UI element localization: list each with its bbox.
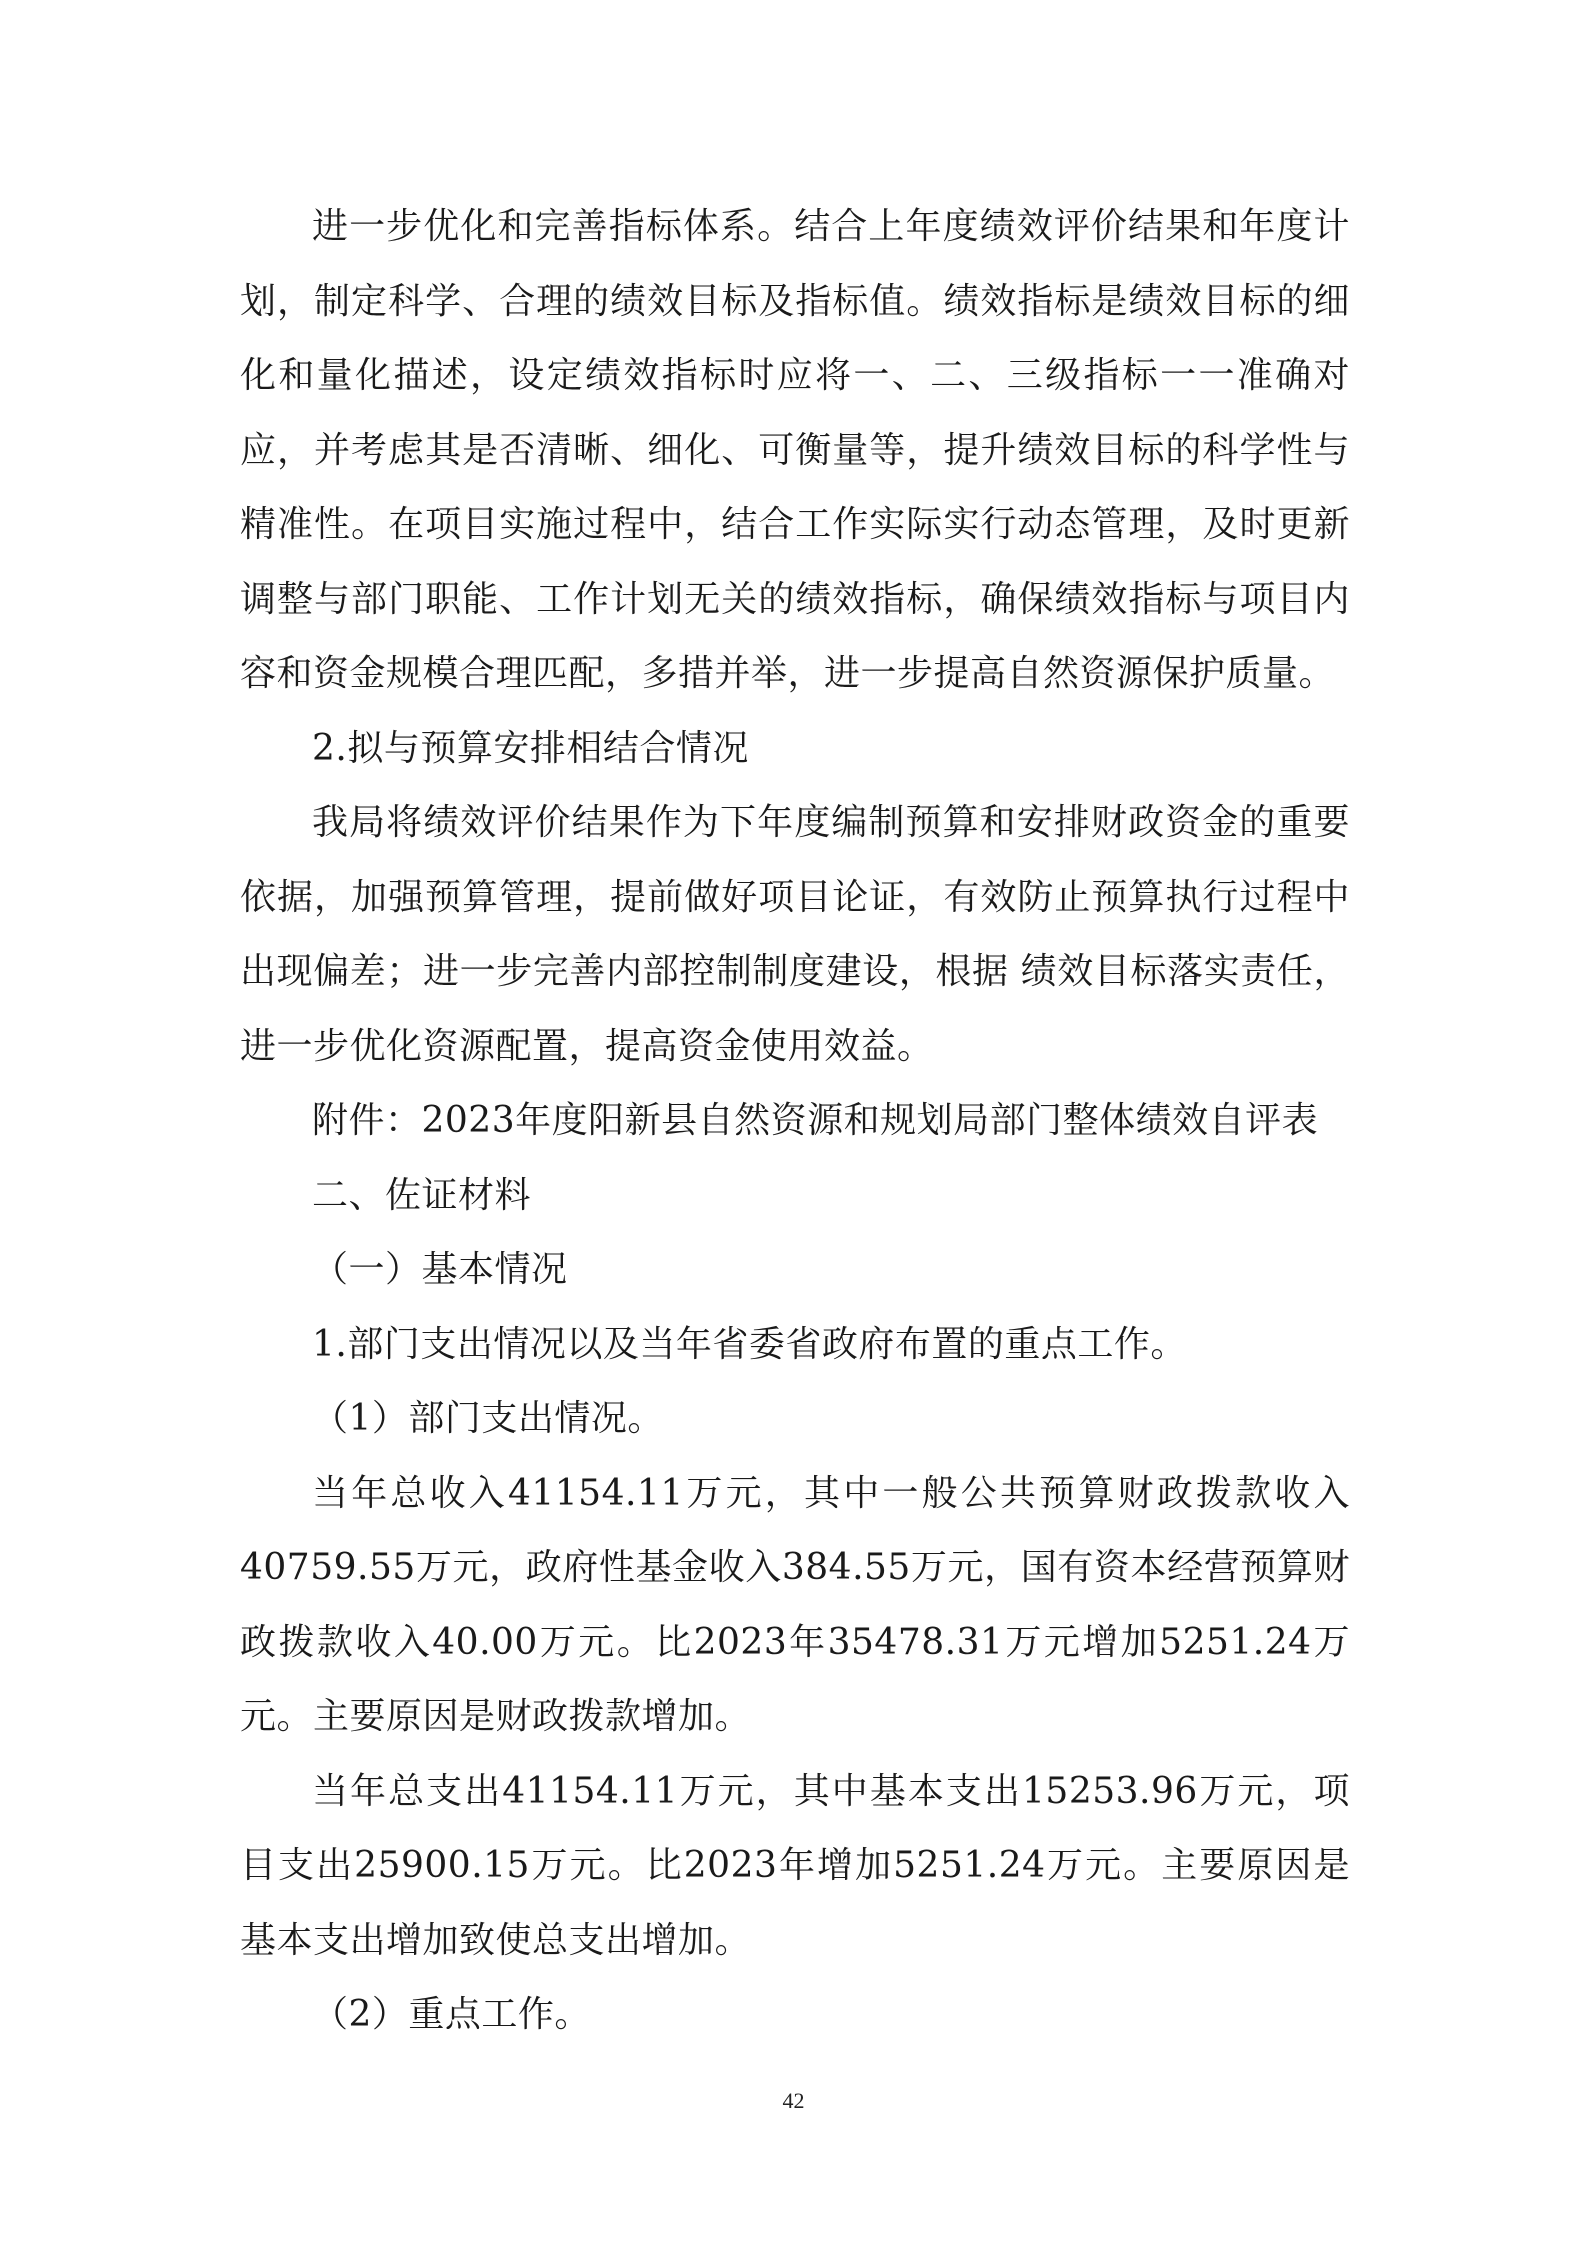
- paragraph-total-income: 当年总收入41154.11万元，其中一般公共预算财政拨款收入40759.55万元，政府性基金收入384.55万元，国有资本经营预算财政拨款收入40.00万元。比2023年35478.31万元增加5251.24万元。主要原因是财政拨款增加。: [240, 1472, 1350, 1737]
- document-body: [240, 190, 1350, 2053]
- section-heading-evidence: 二、佐证材料: [312, 1174, 532, 1216]
- paragraph-total-expenditure: 当年总支出41154.11万元，其中基本支出15253.96万元，项目支出25900.15万元。比2023年增加5251.24万元。主要原因是基本支出增加致使总支出增加。: [240, 1770, 1350, 1961]
- page-number: 42: [782, 2088, 805, 2113]
- paragraph-indicator-system: 进一步优化和完善指标体系。结合上年度绩效评价结果和年度计划，制定科学、合理的绩效目标及指标值。绩效指标是绩效目标的细化和量化描述，设定绩效指标时应将一、二、三级指标一一准确对应，并考虑其是否清晰、细化、可衡量等，提升绩效目标的科学性与精准性。在项目实施过程中，结合工作实际实行动态管理，及时更新调整与部门职能、工作计划无关的绩效指标，确保绩效指标与项目内容和资金规模合理匹配，多措并举，进一步提高自然资源保护质量。: [240, 206, 1350, 694]
- heading-budget-combination: 2.拟与预算安排相结合情况: [312, 727, 749, 769]
- item-heading-expenditure: 1.部门支出情况以及当年省委省政府布置的重点工作。: [312, 1323, 1187, 1365]
- paragraph-budget-basis: 我局将绩效评价结果作为下年度编制预算和安排财政资金的重要依据，加强预算管理，提前做好项目论证，有效防止预算执行过程中出现偏差；进一步完善内部控制制度建设，根据 绩效目标落实责任，进一步优化资源配置，提高资金使用效益。: [240, 802, 1350, 1067]
- subsection-heading-basic-info: （一）基本情况: [312, 1249, 568, 1290]
- subitem-heading-expenditure: （1）部门支出情况。: [312, 1398, 664, 1439]
- subitem-heading-key-work: （2）重点工作。: [312, 1994, 591, 2035]
- attachment-line: 附件：2023年度阳新县自然资源和规划局部门整体绩效自评表: [312, 1100, 1319, 1141]
